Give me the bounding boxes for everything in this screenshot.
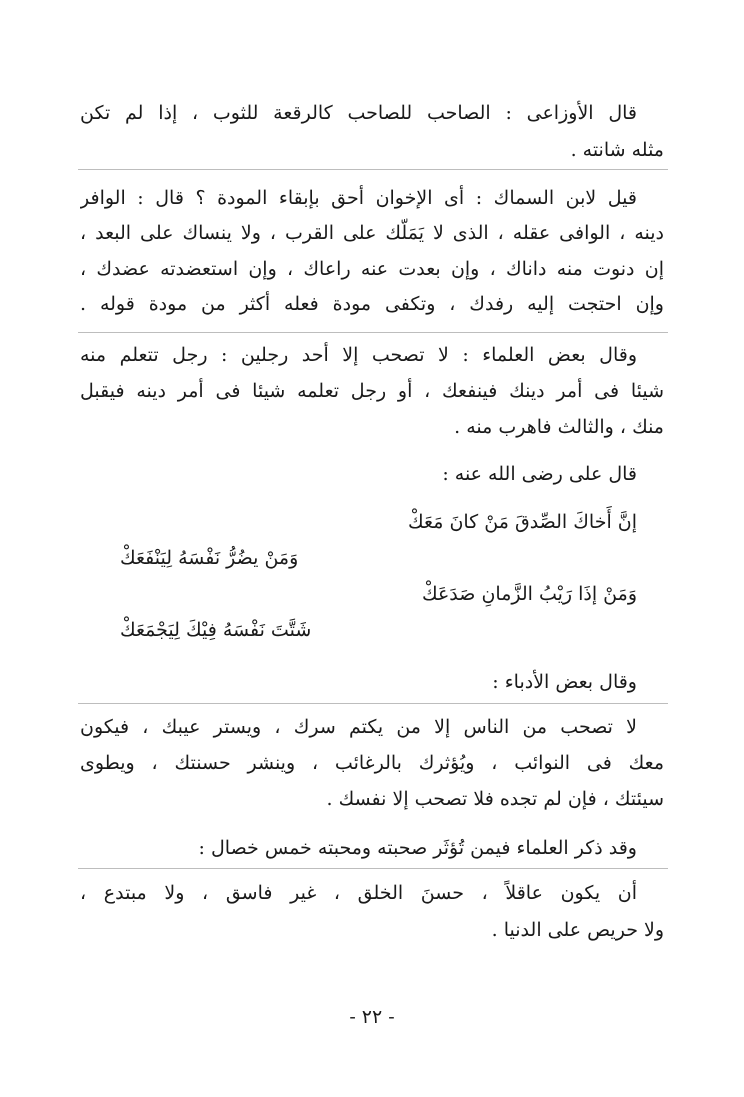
divider-line [78,332,668,333]
p6-line-2: ولا حريص على الدنيا . [491,919,664,941]
poem-verse-1b: وَمَنْ يضُرُّ نَفْسَهُ لِيَنْفَعَكْ [120,547,299,569]
p6-line-1: أن يكون عاقلاً ، حسنَ الخلق ، غير فاسق ، ولا مبتدع ، [80,882,637,904]
p1-line-2: مثله شانته . [570,139,664,161]
poem-verse-2a: وَمَنْ إذَا رَيْبُ الزَّمانِ صَدَعَكْ [421,583,637,605]
p6-intro: وقد ذكر العلماء فيمن تُؤثَر صحبته ومحبته خمس خصال : [198,837,637,859]
page-number: - ٢٢ - [349,1006,395,1028]
poem-verse-1a: إنَّ أَخاكَ الصِّدقَ مَنْ كانَ مَعَكْ [408,511,637,533]
divider-line [78,169,668,170]
p1-line-1: قال الأوزاعى : الصاحب للصاحب كالرقعة للثوب ، إذا لم تكن [80,102,637,124]
p2-line-1: قيل لابن السماك : أى الإخوان أحق بإبقاء المودة ؟ قال : الوافر [80,187,637,209]
divider-line [78,703,668,704]
p3-line-2: شيئا فى أمر دينك فينفعك ، أو رجل تعلمه شيئا فى أمر دينه فيقبل [80,380,664,402]
p3-line-1: وقال بعض العلماء : لا تصحب إلا أحد رجلين : رجل تتعلم منه [80,344,637,366]
p5-line-3: سيئتك ، فإن لم تجده فلا تصحب إلا نفسك . [326,788,664,810]
p5-line-2: معك فى النوائب ، ويُؤثرك بالرغائب ، وينشر حسنتك ، ويطوى [80,752,664,774]
poem-intro: قال على رضى الله عنه : [442,463,637,485]
p5-intro: وقال بعض الأدباء : [492,671,637,693]
p3-line-3: منك ، والثالث فاهرب منه . [454,416,664,438]
poem-verse-2b: شَتَّتَ نَفْسَهُ فِيْكَ لِيَجْمَعَكْ [120,619,312,641]
divider-line [78,868,668,869]
p2-line-4: وإن احتجت إليه رفدك ، وتكفى مودة فعله أكثر من مودة قوله . [80,293,664,315]
p2-line-2: دينه ، الوافى عقله ، الذى لا يَمَلّك على القرب ، ولا ينساك على البعد ، [80,222,664,244]
p5-line-1: لا تصحب من الناس إلا من يكتم سرك ، ويستر عيبك ، فيكون [80,716,637,738]
p2-line-3: إن دنوت منه داناك ، وإن بعدت عنه راعاك ، وإن استعضدته عضدك ، [80,258,664,280]
